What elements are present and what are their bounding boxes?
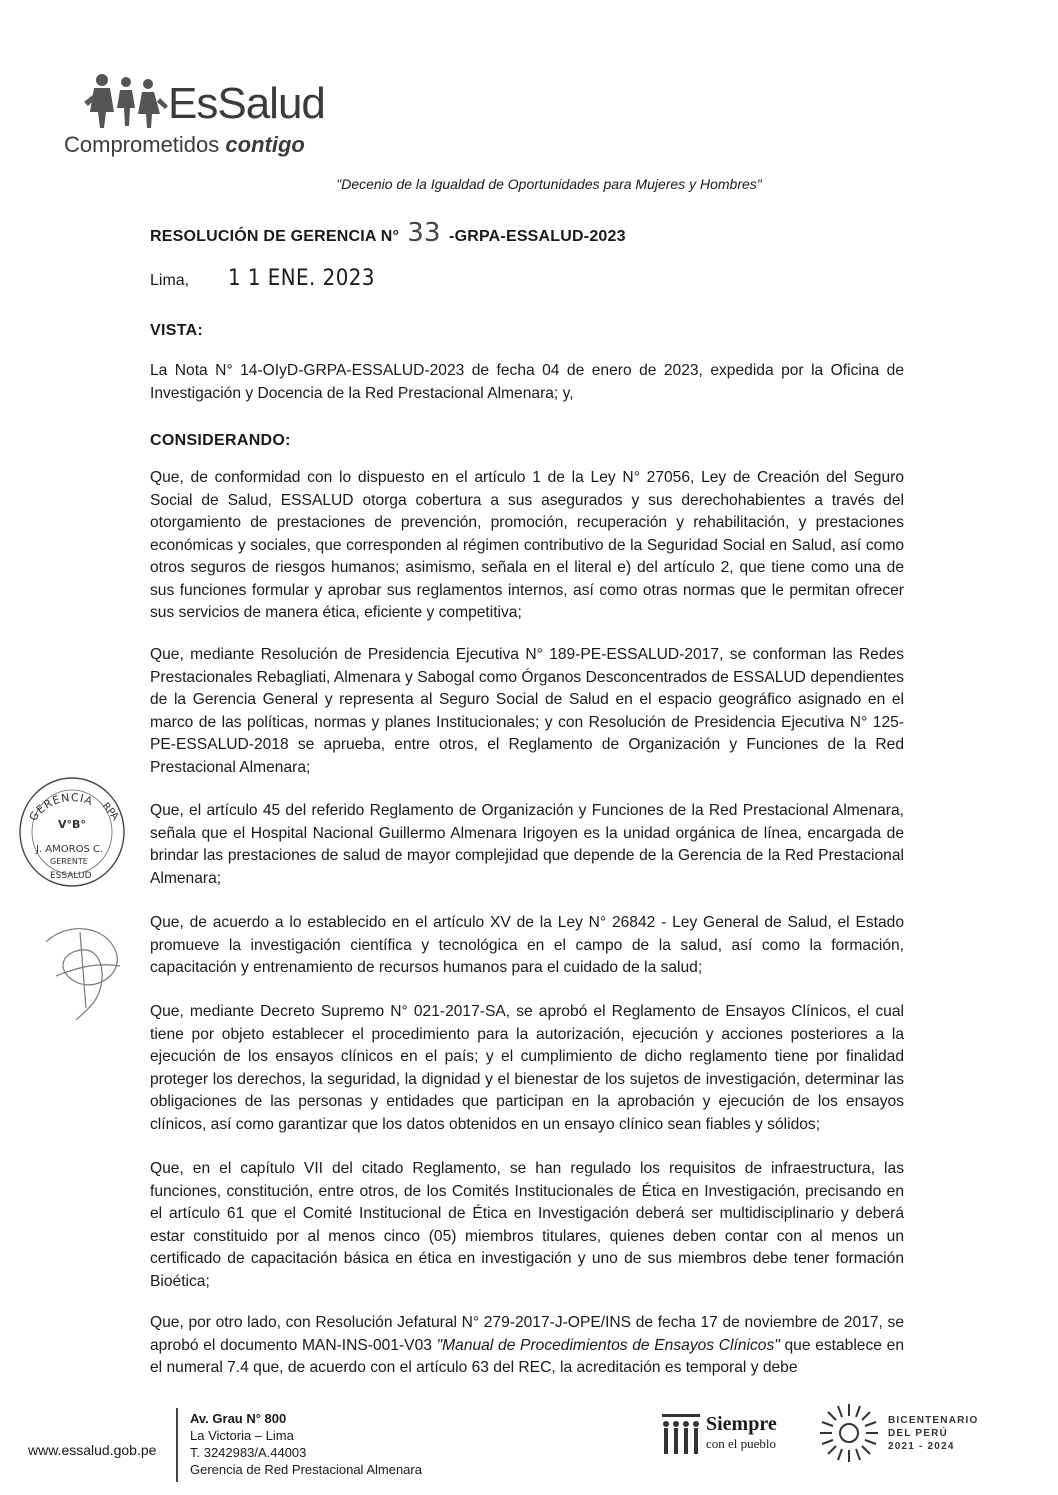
resolution-number: 33 <box>407 218 441 248</box>
paragraph-3: Que, el artículo 45 del referido Reglamento de Organización y Funciones de la Red Prestacional Almenara, señala que el Hospital Nacional Guillermo Almenara Irigoyen es la unidad orgánica de línea, encargada de brindar las prestaciones de salud de mayor complejidad que depende de la Gerencia de la Red Prestacional Almenara; <box>150 802 904 887</box>
essalud-logo-figures-icon <box>80 72 170 130</box>
svg-text:GERENCIA: GERENCIA <box>26 790 96 824</box>
approval-stamp <box>16 770 128 890</box>
paragraph-4: Que, de acuerdo a lo establecido en el artículo XV de la Ley N° 26842 - Ley General de Salud, el Estado promueve la investigación científica y tecnológica en el campo de la salud, así como la formación, capacitación y entrenamiento de recursos humanos para el cuidado de la salud; <box>150 914 904 976</box>
svg-text:ESSALUD: ESSALUD <box>50 871 92 881</box>
resolution-title: RESOLUCIÓN DE GERENCIA N° 33 -GRPA-ESSALUD-2023 <box>150 218 626 248</box>
paragraph-2: Que, mediante Resolución de Presidencia Ejecutiva N° 189-PE-ESSALUD-2017, se conforman las Redes Prestacionales Rebagliati, Almenara y Sabogal como Órganos Desconcentrados de ESSALUD dependientes de la Gerencia General y representa al Seguro Social de Salud en el espacio geográfico asignado en el marco de las políticas, normas y planes Institucionales; y con Resolución de Presidencia Ejecutiva N° 125-PE-ESSALUD-2018 se aprueba, entre otros, el Reglamento de Organización y Funciones de la Red Prestacional Almenara; <box>150 646 904 776</box>
svg-text:GERENTE: GERENTE <box>50 857 88 866</box>
siempre-wordmark: Siempre <box>706 1413 777 1435</box>
paragraph-5: Que, mediante Decreto Supremo N° 021-2017-SA, se aprobó el Reglamento de Ensayos Clínicos, el cual tiene por objeto establecer el procedimiento para la autorización, ejecución y acciones posteriores a la ejecución de los ensayos clínicos en el país; y el cumplimiento de dicho reglamento tiene por finalidad proteger los derechos, la seguridad, la dignidad y el bienestar de los sujetos de investigación, determinar las obligaciones de las personas y entidades que participan en la aprobación y ejecución de los ensayos clínicos, así como garantizar que los datos obtenidos en un ensayo clínico sean fiables y sólidos; <box>150 1003 904 1133</box>
svg-text:J. AMOROS C.: J. AMOROS C. <box>36 844 104 855</box>
vista-text: La Nota N° 14-OIyD-GRPA-ESSALUD-2023 de fecha 04 de enero de 2023, expedida por la Oficina de Investigación y Docencia de la Red Prestacional Almenara; y, <box>150 362 904 402</box>
date-stamp: 1 1 ENE. 2023 <box>228 266 375 291</box>
decade-motto: "Decenio de la Igualdad de Oportunidades para Mujeres y Hombres" <box>336 176 762 192</box>
bicentenario-text: BICENTENARIO DEL PERÚ 2021 - 2024 <box>888 1415 979 1452</box>
footer-address: Av. Grau N° 800 La Victoria – Lima T. 3242983/A.44003 Gerencia de Red Prestacional Almenara <box>190 1411 422 1477</box>
paragraph-7: Que, por otro lado, con Resolución Jefatural N° 279-2017-J-OPE/INS de fecha 17 de noviembre de 2017, se aprobó el documento MAN-INS-001-V03 "Manual de Procedimientos de Ensayos Clínicos" que establece en el numeral 7.4 que, de acuerdo con el artículo 63 del REC, la acreditación es temporal y debe <box>150 1314 904 1376</box>
considerando-heading: CONSIDERANDO: <box>150 432 291 449</box>
paragraph-1: Que, de conformidad con lo dispuesto en el artículo 1 de la Ley N° 27056, Ley de Creación del Seguro Social de Salud, ESSALUD otorga cobertura a sus asegurados y sus derechohabientes a través del otorgamiento de prestaciones de prevención, promoción, recuperación y rehabilitación, y prestaciones económicas y sociales, que corresponden al régimen contributivo de la Seguridad Social en Salud, así como otros seguros de riesgos humanos; asimismo, señala en el literal e) del artículo 2, que tiene como una de sus funciones formular y aprobar sus reglamentos internos, así como otras normas que le permitan ofrecer sus servicios de manera ética, eficiente y competitiva; <box>150 469 904 621</box>
paragraph-6: Que, en el capítulo VII del citado Reglamento, se han regulado los requisitos de infraestructura, las funciones, constitución, entre otros, de los Comités Institucionales de Ética en Investigación, precisando en el artículo 61 que el Comité Institucional de Ética en Investigación deberá ser multidisciplinario y deberá estar constituido por al menos cinco (05) miembros titulares, quienes deben contar con al menos un certificado de capacitación básica en ética en investigación y uno de sus miembros debe tener formación Bioética; <box>150 1160 904 1290</box>
logo-wordmark: EsSalud <box>168 79 325 128</box>
footer-website: www.essalud.gob.pe <box>28 1442 157 1458</box>
siempre-figures-icon <box>660 1414 702 1458</box>
vista-heading: VISTA: <box>150 322 204 339</box>
svg-text:V°B°: V°B° <box>58 818 86 831</box>
svg-text:RPA: RPA <box>99 800 121 823</box>
bicentenario-emblem-icon <box>818 1402 880 1464</box>
signature <box>36 912 128 1022</box>
place-label: Lima, <box>150 272 190 289</box>
footer-divider <box>176 1408 178 1482</box>
siempre-tagline: con el pueblo <box>706 1436 777 1451</box>
logo-slogan: Comprometidos contigo <box>64 132 305 157</box>
